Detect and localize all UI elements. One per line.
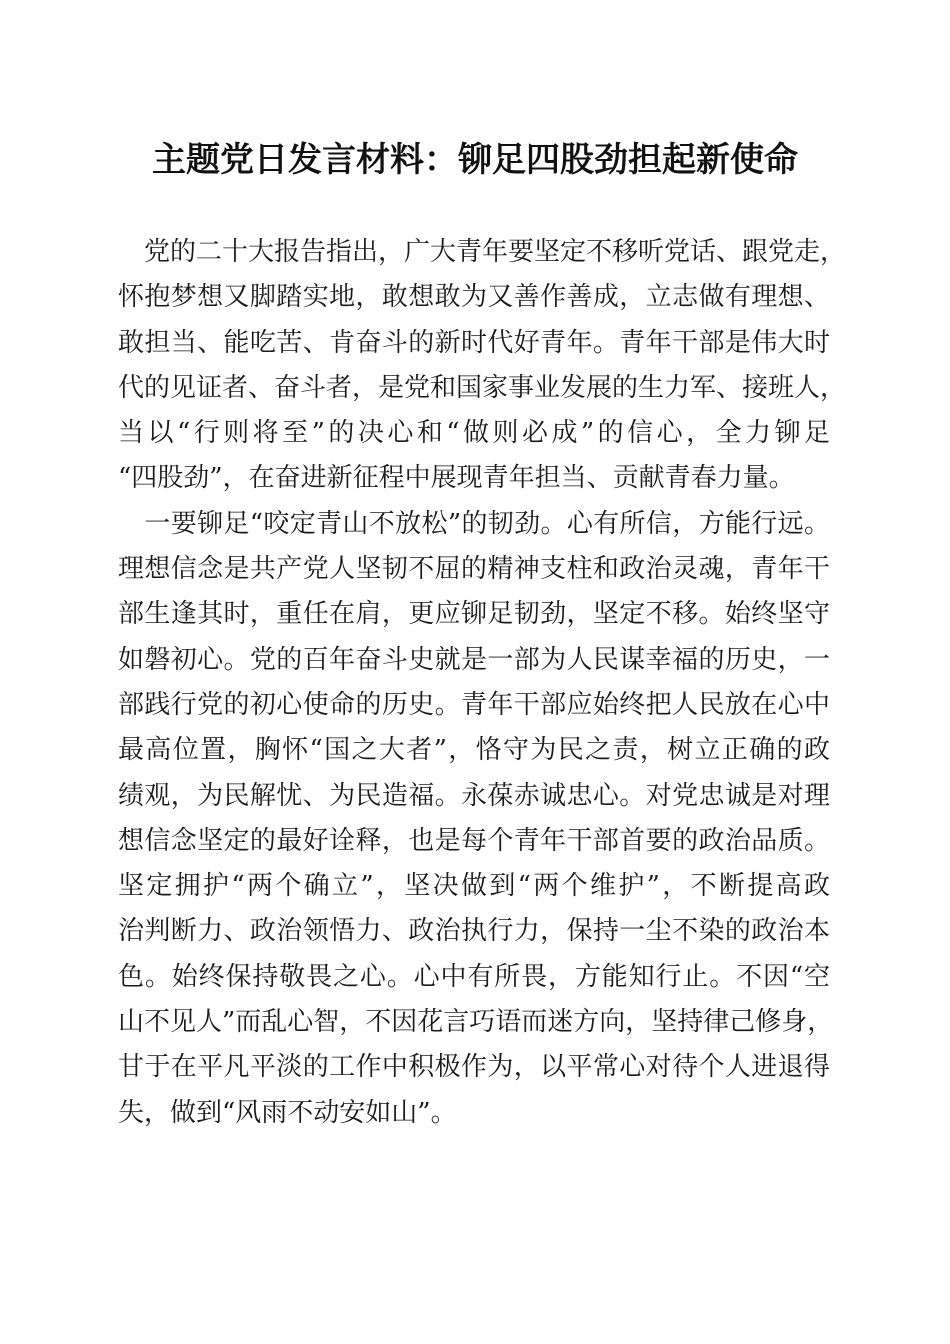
text-line: 色。始终保持敬畏之心。心中有所畏，方能知行止。不因“空 bbox=[118, 961, 830, 992]
paragraph-intro bbox=[118, 230, 847, 502]
text-line: 理想信念是共产党人坚韧不屈的精神支柱和政治灵魂，青年干 bbox=[118, 554, 830, 585]
text-line: 代的见证者、奋斗者，是党和国家事业发展的生力军、接班人， bbox=[118, 372, 847, 403]
document-body bbox=[118, 230, 847, 1136]
text-line: 甘于在平凡平淡的工作中积极作为，以平常心对待个人进退得 bbox=[118, 1052, 830, 1083]
text-line: 最高位置，胸怀“国之大者”，恪守为民之责，树立正确的政 bbox=[118, 735, 830, 766]
text-line: 怀抱梦想又脚踏实地，敢想敢为又善作善成，立志做有理想、 bbox=[118, 282, 830, 313]
text-line: 治判断力、政治领悟力、政治执行力，保持一尘不染的政治本 bbox=[118, 916, 830, 947]
text-line: 绩观，为民解忧、为民造福。永葆赤诚忠心。对党忠诚是对理 bbox=[118, 780, 830, 811]
text-line: 敢担当、能吃苦、肯奋斗的新时代好青年。青年干部是伟大时 bbox=[118, 327, 830, 358]
text-line: 失，做到“风雨不动安如山”。 bbox=[118, 1097, 457, 1128]
text-line: “四股劲”，在奋进新征程中展现青年担当、贡献青春力量。 bbox=[118, 463, 795, 494]
text-line: 一要铆足“咬定青山不放松”的韧劲。心有所信，方能行远。 bbox=[118, 508, 830, 539]
text-line: 当以“行则将至”的决心和“做则必成”的信心，全力铆足 bbox=[118, 418, 830, 449]
text-line: 山不见人”而乱心智，不因花言巧语而迷方向，坚持律己修身， bbox=[118, 1007, 834, 1038]
text-line: 部生逢其时，重任在肩，更应铆足韧劲，坚定不移。始终坚守 bbox=[118, 599, 830, 630]
text-line: 如磐初心。党的百年奋斗史就是一部为人民谋幸福的历史，一 bbox=[118, 644, 830, 675]
text-line: 部践行党的初心使命的历史。青年干部应始终把人民放在心中 bbox=[118, 689, 830, 720]
text-line: 党的二十大报告指出，广大青年要坚定不移听党话、跟党走， bbox=[118, 237, 847, 267]
document-title: 主题党日发言材料：铆足四股劲担起新使命 bbox=[152, 140, 798, 180]
paragraph-first-point bbox=[118, 502, 834, 1136]
text-line: 坚定拥护“两个确立”，坚决做到“两个维护”，不断提高政 bbox=[118, 871, 830, 902]
text-line: 想信念坚定的最好诠释，也是每个青年干部首要的政治品质。 bbox=[118, 825, 830, 856]
